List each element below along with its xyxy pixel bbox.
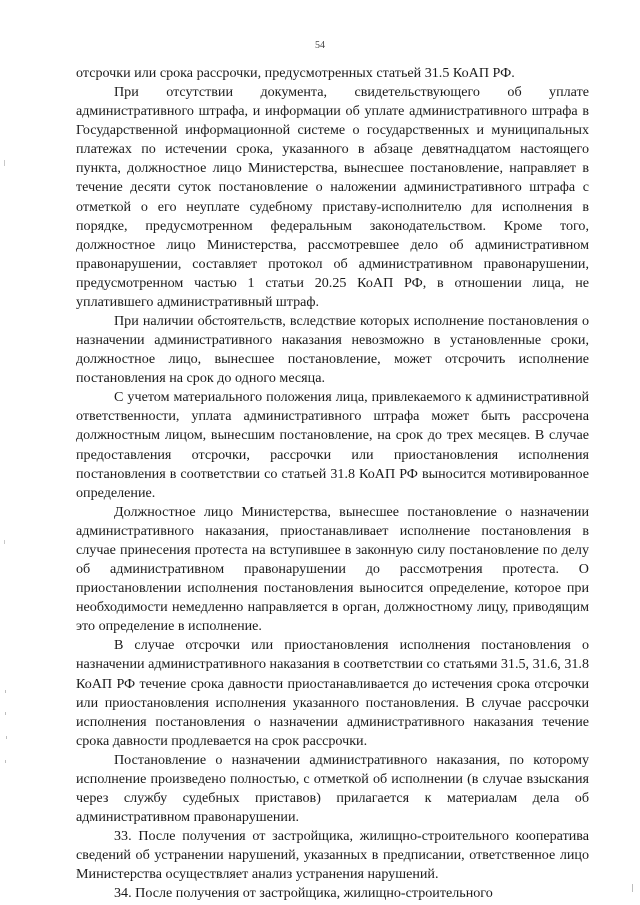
numbered-paragraph-33: 33. После получения от застройщика, жилищно-строительного кооператива сведений об устранении нарушений, указанных в предписании, ответственное лицо Министерства осуществляет анализ устранения нарушений. xyxy=(76,828,589,883)
scan-artifact xyxy=(5,760,6,763)
scan-margin-mark xyxy=(4,160,5,166)
paragraph-continuation: отсрочки или срока рассрочки, предусмотренных статьей 31.5 КоАП РФ. xyxy=(76,65,515,81)
document-text xyxy=(76,64,589,903)
scan-margin-mark xyxy=(4,540,5,544)
scan-artifact xyxy=(632,884,633,892)
paragraph: Постановление о назначении административного наказания, по которому исполнение произведено полностью, с отметкой об исполнении (в случае взыскания через службу судебных приставов) прилагается к материалам дела об административном правонарушении. xyxy=(76,751,589,826)
paragraph: Должностное лицо Министерства, вынесшее постановление о назначении административного наказания, приостанавливает исполнение постановления в случае принесения протеста на вступившее в законную силу постановление по делу об административном правонарушении до рассмотрения протеста. О приостановлении исполнения постановления выносится определение, которое при необходимости немедленно направляется в орган, должностному лицу, приводящим это определение в исполнение. xyxy=(76,503,589,635)
scan-artifact xyxy=(6,736,7,739)
paragraph: При наличии обстоятельств, вследствие которых исполнение постановления о назначении административного наказания невозможно в установленные сроки, должностное лицо, вынесшее постановление, может отсрочить исполнение постановления на срок до одного месяца. xyxy=(76,313,589,387)
page-number: 54 xyxy=(315,40,325,51)
scan-artifact xyxy=(5,690,6,693)
numbered-paragraph-34: 34. После получения от застройщика, жилищно-строительного xyxy=(114,885,493,902)
paragraph: В случае отсрочки или приостановления исполнения постановления о назначении административного наказания в соответствии со статьями 31.5, 31.6, 31.8 КоАП РФ течение срока давности приостанавливается до истечения срока отсрочки или приостановления исполнения указанного постановления. В случае рассрочки исполнения постановления о назначении административного наказания течение срока давности продлевается на срок рассрочки. xyxy=(76,637,589,749)
paragraph: С учетом материального положения лица, привлекаемого к административной ответственности, уплата административного штрафа может быть рассрочена должностным лицом, вынесшим постановление, на срок до трех месяцев. В случае предоставления отсрочки, рассрочки или приостановления исполнения постановления в соответствии со статьей 31.8 КоАП РФ выносится мотивированное определение. xyxy=(76,389,589,501)
paragraph: При отсутствии документа, свидетельствующего об уплате административного штрафа, и информации об уплате административного штрафа в Государственной информационной системе о государственных и муниципальных платежах по истечении срока, указанного в абзаце девятнадцатом настоящего пункта, должностное лицо Министерства, вынесшее постановление, направляет в течение десяти суток постановление о наложении административного штрафа с отметкой о его неуплате судебному приставу-исполнителю для исполнения в порядке, предусмотренном федеральным законодательством. Кроме того, должностное лицо Министерства, рассмотревшее дело об административном правонарушении, составляет протокол об административном правонарушении, предусмотренном частью 1 статьи 20.25 КоАП РФ, в отношении лица, не уплатившего административный штраф. xyxy=(76,84,589,310)
scan-artifact xyxy=(5,712,6,715)
